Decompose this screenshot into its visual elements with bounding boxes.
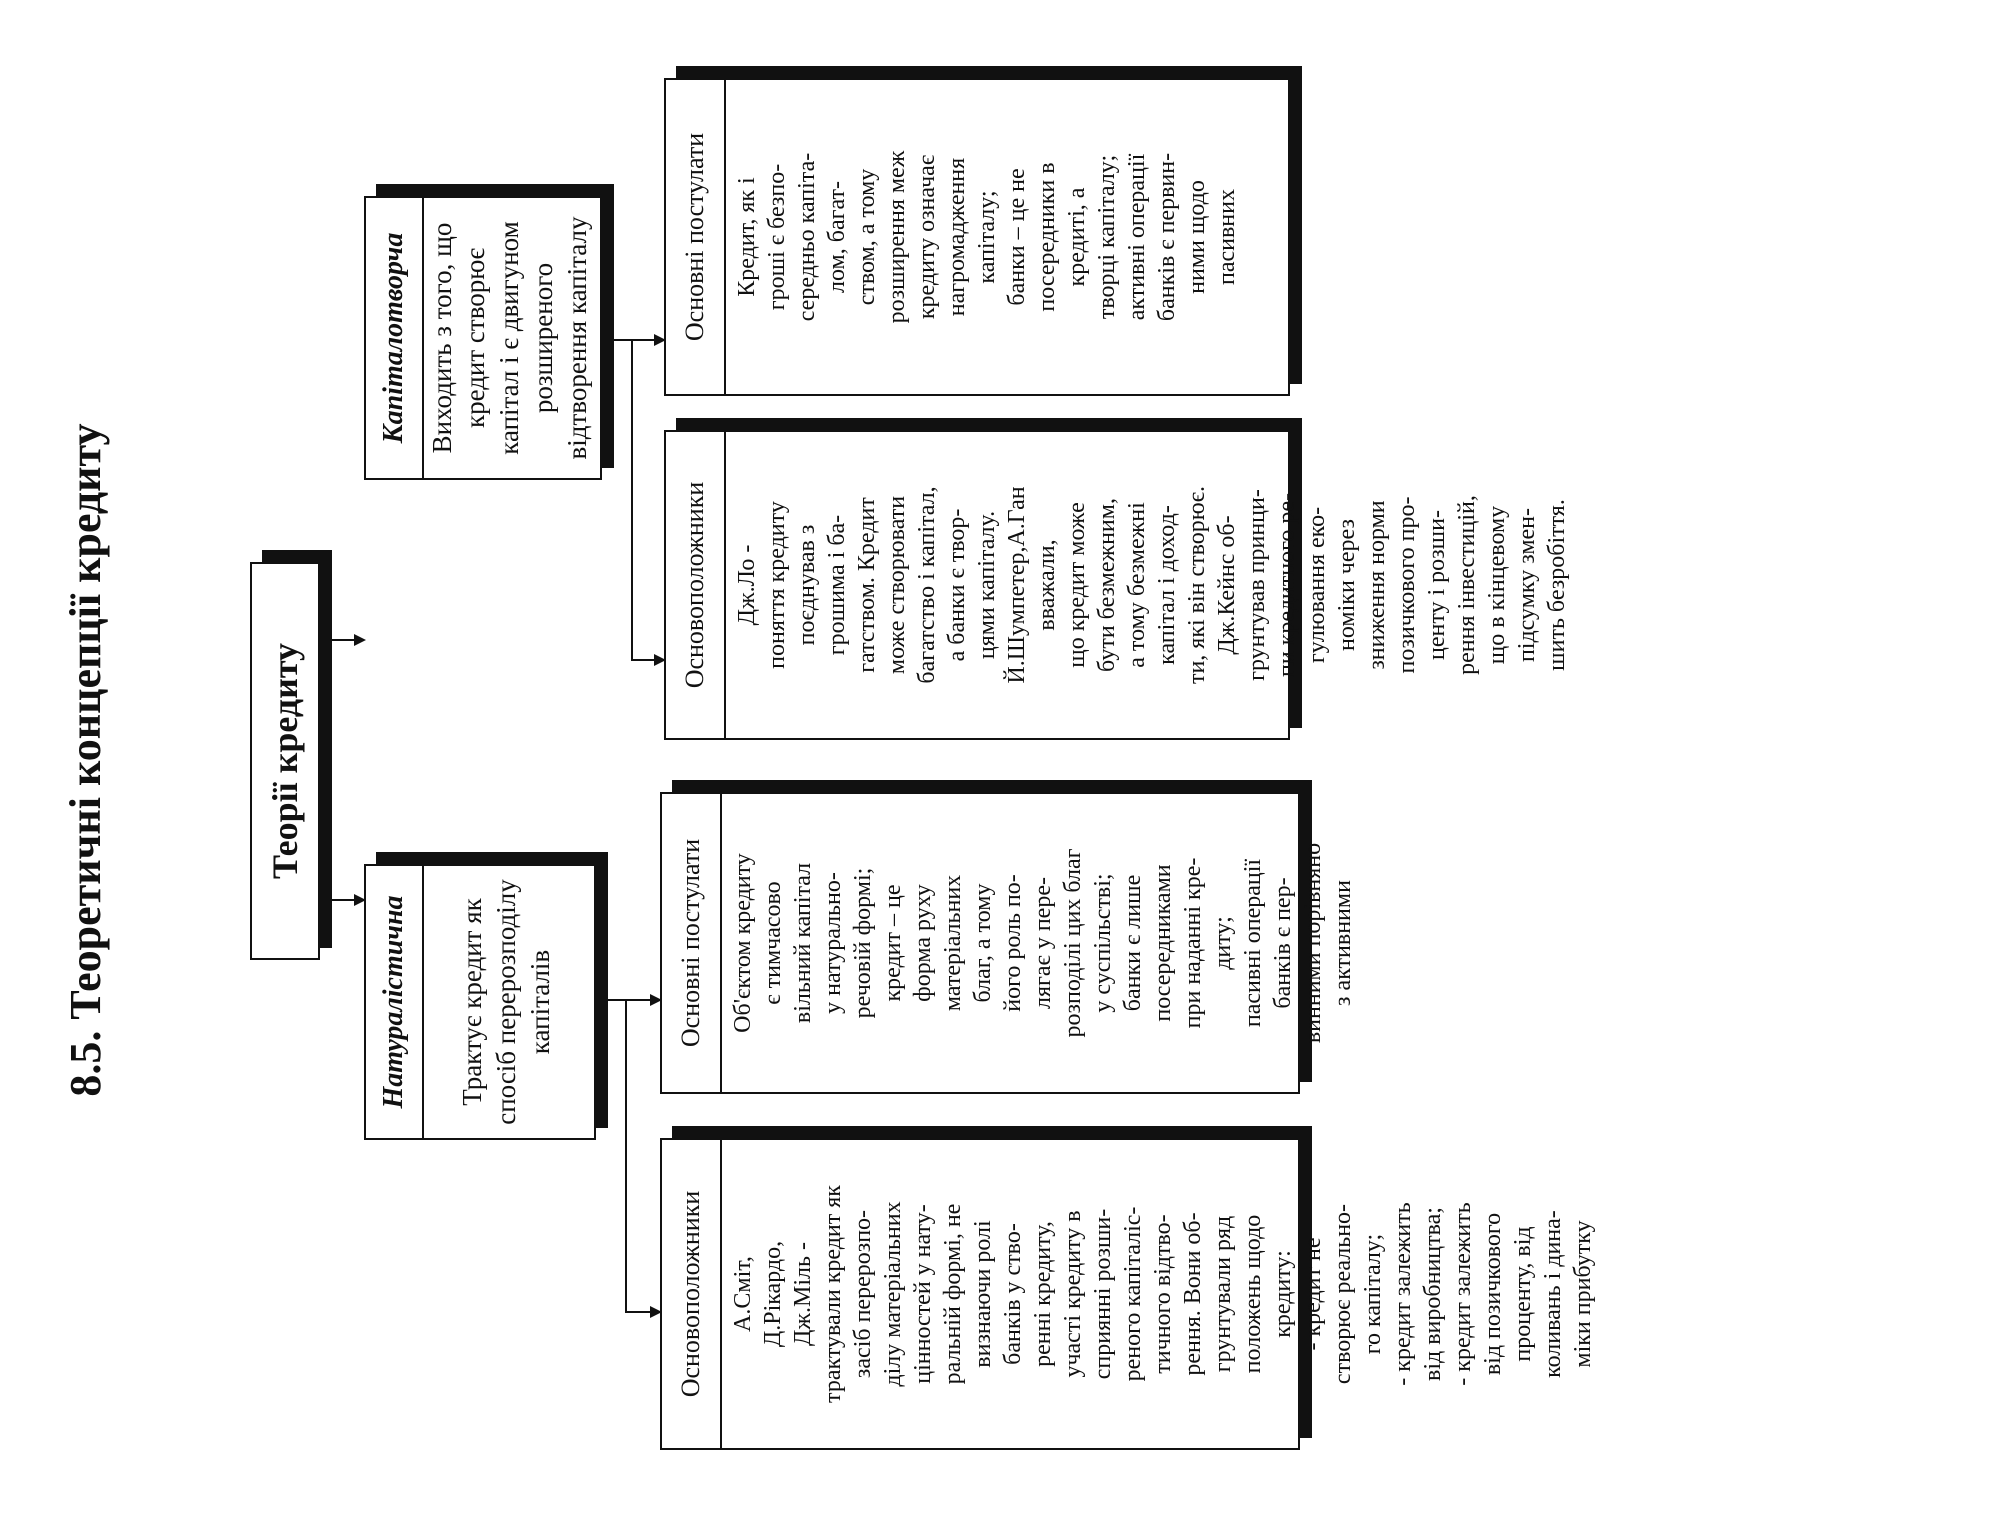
naturalist-postulates-body: Об'єктом кредиту є тимчасово вільний капітал у натурально- речовій формі; кредит – це форма руху матеріальних благ, а тому його роль по- лягає у пере- розподілі цих благ у суспільстві; банки є лише посередниками при наданні кре- диту; пасивні операції банків є пер- винними порівняно з активними [730, 842, 1356, 1044]
capital-postulates-header: Основні постулати [666, 80, 726, 394]
main-theory-label: Теорії кредиту [265, 642, 305, 880]
capital-postulates-body: Кредит, як і гроші є безпо- середньо капіта- лом, багат- ством, а тому розширення меж кредиту означає нагромадження капіталу; банки – це не посередники в кредиті, а творці капіталу; активні операції банків є первин- ними щодо пасивних [734, 150, 1240, 324]
naturalist-founders-box [660, 1138, 1596, 1450]
capital-founders-box [664, 430, 1570, 740]
naturalist-postulates-header: Основні постулати [662, 794, 722, 1092]
naturalist-founders-header: Основоположники [662, 1140, 722, 1448]
naturalist-founders-body: А.Сміт, Д.Рікардо, Дж.Міль - трактували кредит як засіб перерозпо- ділу матеріальних цінностей у нату- ральній формі, не визнаючи ролі банків у ство- ренні кредиту, участі кредиту в сприянні розши- реного капіталіс- тичного відтво- рення. Вони об- грунтували ряд положень щодо кредиту: - кредит не створює реально- го капіталу; - кредит залежить від виробництва; - кредит залежить від позичкового проценту, від коливань і дина- міки прибутку [730, 1185, 1596, 1403]
connector-capital-to-founders [602, 340, 664, 660]
branch-capital-forming [364, 196, 602, 480]
naturalist-postulates-box [660, 792, 1356, 1094]
capital-postulates-box [664, 78, 1290, 396]
branch-capital-forming-title: Капіталотворча [366, 198, 424, 478]
branch-naturalist-title: Натуралістична [366, 866, 424, 1138]
page-title: 8.5. Теоретичні концепції кредиту [61, 423, 110, 1097]
capital-founders-body: Дж.Ло - поняття кредиту поєднував з грошима і ба- гатством. Кредит може створювати багатство і капітал, а банки є твор- цями капіталу. Й.Шумпетер,А.Ган вважали, що кредит може бути безмежним, а тому безмежні капітал і доход- ти, які він створює. Дж.Кейнс об- грунтував принци- пи кредитного ре- гулювання еко- номіки через зниження норми позичкового про- центу і розши- рення інвестицій, що в кінцевому підсумку змен- шить безробіття. [734, 485, 1570, 685]
connector-naturalist-to-founders [596, 1000, 660, 1312]
capital-founders-header: Основоположники [666, 432, 726, 738]
branch-naturalist [364, 864, 596, 1140]
branch-naturalist-description: Трактує кредит як спосіб перерозподілу капіталів [457, 879, 555, 1125]
branch-capital-forming-description: Виходить з того, що кредит створює капітал і є двигуном розширеного відтворення капіталу [426, 216, 592, 460]
